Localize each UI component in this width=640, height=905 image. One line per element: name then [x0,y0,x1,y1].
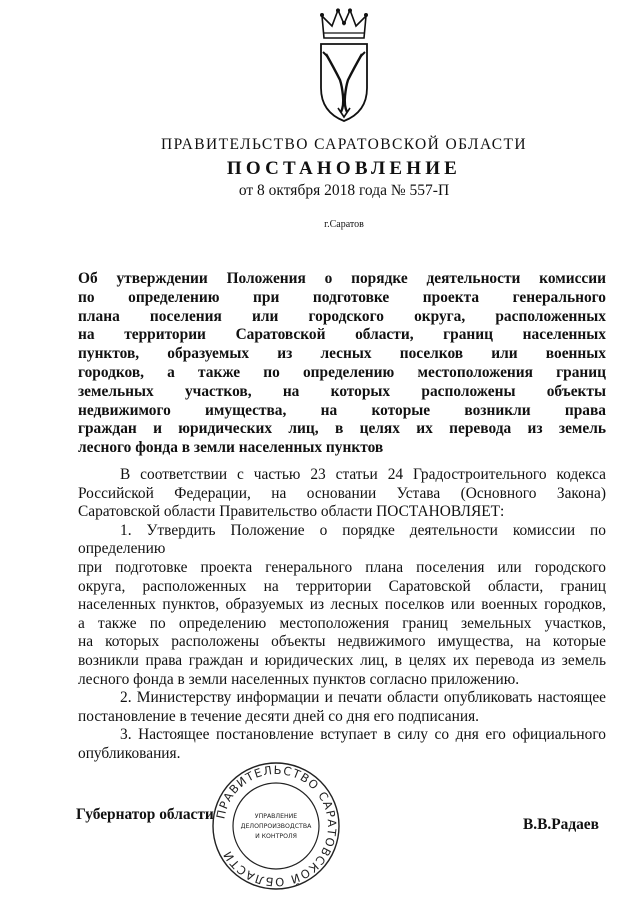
body-line: 1. Утвердить Положение о порядке деятельности комиссии по определению [78,521,606,558]
body-line: на которых расположены объекты недвижимого имущества, на которые [78,633,606,651]
heading-line: по определению при подготовке проекта генерального [78,288,606,306]
signatory-position: Губернатор области [76,806,214,823]
heading-line: городков, а также по определению местоположения границ [78,363,606,381]
body-line: В соответствии с частью 23 статьи 24 Градостроительного кодекса [120,466,606,483]
heading-line: на территории Саратовской области, границ населенных [78,326,606,344]
heading-line: недвижимого имущества, на которые возникли права [78,401,606,419]
stamp-ring-text: ПРАВИТЕЛЬСТВО САРАТОВСКОЙ ОБЛАСТИ [213,762,340,890]
body-line: а также по определению местоположения границ земельных участков, [78,614,606,632]
body-line: лесного фонда в земли населенных пунктов согласно приложению. [78,670,520,688]
coat-of-arms-icon [318,8,370,123]
heading-line: лесного фонда в земли населенных пунктов [78,439,384,457]
government-name: ПРАВИТЕЛЬСТВО САРАТОВСКОЙ ОБЛАСТИ [161,136,527,153]
document-heading [78,270,606,458]
heading-line: земельных участков, на которых расположены объекты [78,382,606,400]
body-line: опубликования. [78,744,181,762]
body-line: Саратовской области Правительство области ПОСТАНОВЛЯЕТ: [78,503,505,521]
stamp-center-line: И КОНТРОЛЯ [255,833,297,840]
body-line: населенных пунктов, образуемых из лесных поселков или военных городков, [78,596,606,614]
body-line: округа, расположенных на территории Саратовской области, границ [78,577,606,595]
body-line: Российской Федерации, на основании Устава (Основного Закона) [78,484,606,502]
document-date-number: от 8 октября 2018 года № 557-П [238,182,450,199]
heading-line: пунктов, образуемых из лесных поселков или военных [78,345,606,363]
heading-line: плана поселения или городского округа, расположенных [78,307,606,325]
heading-line: граждан и юридических лиц, в целях их перевода из земель [78,420,606,438]
stamp-center-line: УПРАВЛЕНИЕ [254,813,298,820]
document-body [78,466,606,764]
stamp-center-line: ДЕЛОПРОИЗВОДСТВА [240,823,312,830]
heading-line: Об утверждении Положения о порядке деятельности комиссии [78,270,606,287]
signatory-name: В.В.Радаев [523,816,599,833]
document-type: ПОСТАНОВЛЕНИЕ [226,158,462,179]
body-line: возникли права граждан и юридических лиц, в целях их перевода из земель [78,651,606,669]
body-line: 3. Настоящее постановление вступает в силу со дня его официального [120,726,606,744]
body-line: при подготовке проекта генерального плана поселения или городского [78,558,606,576]
document-city: г.Саратов [324,219,364,230]
body-line: постановление в течение десяти дней со дня его подписания. [78,707,480,725]
official-stamp-icon [210,760,342,892]
body-line: 2. Министерству информации и печати области опубликовать настоящее [120,689,606,707]
